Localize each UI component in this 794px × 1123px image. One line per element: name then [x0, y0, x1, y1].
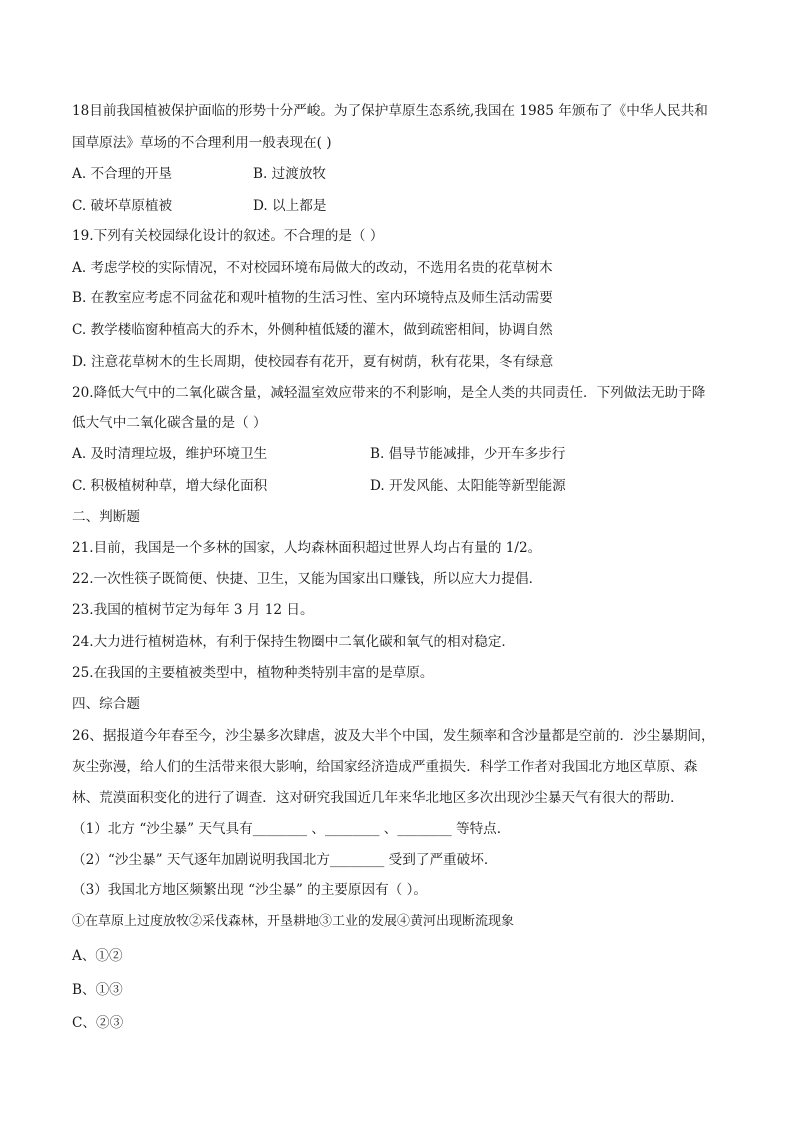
q18-option-d: D. 以上都是	[253, 198, 327, 214]
q19-option-a: A. 考虑学校的实际情况，不对校园环境布局做大的改动，不选用名贵的花草树木	[72, 260, 553, 276]
q19-option-d: D. 注意花草树木的生长周期，使校园春有花开，夏有树荫，秋有花果，冬有绿意	[72, 354, 554, 370]
q18-option-a: A. 不合理的开垦	[72, 166, 173, 182]
judgement-item-25: 25.在我国的主要植被类型中，植物种类特别丰富的是草原。	[72, 665, 434, 681]
judgement-item-23: 23.我国的植树节定为每年 3 月 12 日。	[72, 602, 314, 618]
q26-choice-a: A、①②	[72, 948, 123, 964]
q18-stem-line1: 18目前我国植被保护面临的形势十分严峻。为了保护草原生态系统,我国在 1985 年颁布了《中华人民共和	[72, 103, 708, 119]
q20-stem-line1: 20.降低大气中的二氧化碳含量，减轻温室效应带来的不利影响，是全人类的共同责任．下列做法无助于降	[72, 385, 706, 401]
q18-stem-line2: 国草原法》草场的不合理利用一般表现在( )	[72, 135, 332, 151]
q20-option-a: A. 及时清理垃圾，维护环境卫生	[72, 446, 268, 462]
q26-sub2: （2）“沙尘暴” 天气逐年加剧说明我国北方________ 受到了严重破坏．	[72, 852, 498, 868]
q26-passage-line1: 26、据报道今年春至今，沙尘暴多次肆虐，波及大半个中国，发生频率和含沙量都是空前的．沙尘暴期间，	[72, 728, 715, 744]
q20-option-b: B. 倡导节能减排，少开车多步行	[370, 446, 566, 462]
q20-option-c: C. 积极植树种草，增大绿化面积	[72, 478, 268, 494]
section-title-comprehensive: 四、综合题	[72, 696, 140, 712]
q19-stem: 19.下列有关校园绿化设计的叙述。不合理的是（ ）	[72, 228, 384, 244]
q26-passage-line3: 林、荒漠面积变化的进行了调查．这对研究我国近几年来华北地区多次出现沙尘暴天气有很大的帮助．	[72, 790, 684, 806]
q26-choice-b: B、①③	[72, 982, 123, 998]
judgement-item-22: 22.一次性筷子既简便、快捷、卫生，又能为国家出口赚钱，所以应大力提倡．	[72, 571, 543, 587]
q26-passage-line2: 灰尘弥漫，给人们的生活带来很大影响，给国家经济造成严重损失．科学工作者对我国北方地区草原、森	[72, 759, 698, 775]
q20-stem-line2: 低大气中二氧化碳含量的是（ ）	[72, 415, 267, 431]
q19-option-b: B. 在教室应考虑不同盆花和观叶植物的生活习性、室内环境特点及师生活动需要	[72, 290, 553, 306]
judgement-item-21: 21.目前，我国是一个多林的国家，人均森林面积超过世界人均占有量的 1/2。	[72, 540, 542, 556]
q26-reasons: ①在草原上过度放牧②采伐森林，开垦耕地③工业的发展④黄河出现断流现象	[72, 914, 515, 929]
q26-sub1: （1）北方 “沙尘暴” 天气具有________ 、________ 、________ 等特点．	[72, 821, 511, 837]
judgement-item-24: 24.大力进行植树造林，有利于保持生物圈中二氧化碳和氧气的相对稳定．	[72, 634, 516, 650]
q20-option-d: D. 开发风能、太阳能等新型能源	[370, 478, 566, 494]
q26-choice-c: C、②③	[72, 1015, 124, 1031]
q18-option-c: C. 破坏草原植被	[72, 198, 173, 214]
q19-option-c: C. 教学楼临窗种植高大的乔木，外侧种植低矮的灌木，做到疏密相间，协调自然	[72, 322, 553, 338]
section-title-judgement: 二、判断题	[72, 509, 140, 525]
q18-option-b: B. 过渡放牧	[253, 166, 327, 182]
q26-sub3: （3）我国北方地区频繁出现 “沙尘暴” 的主要原因有（ ）。	[72, 882, 427, 898]
